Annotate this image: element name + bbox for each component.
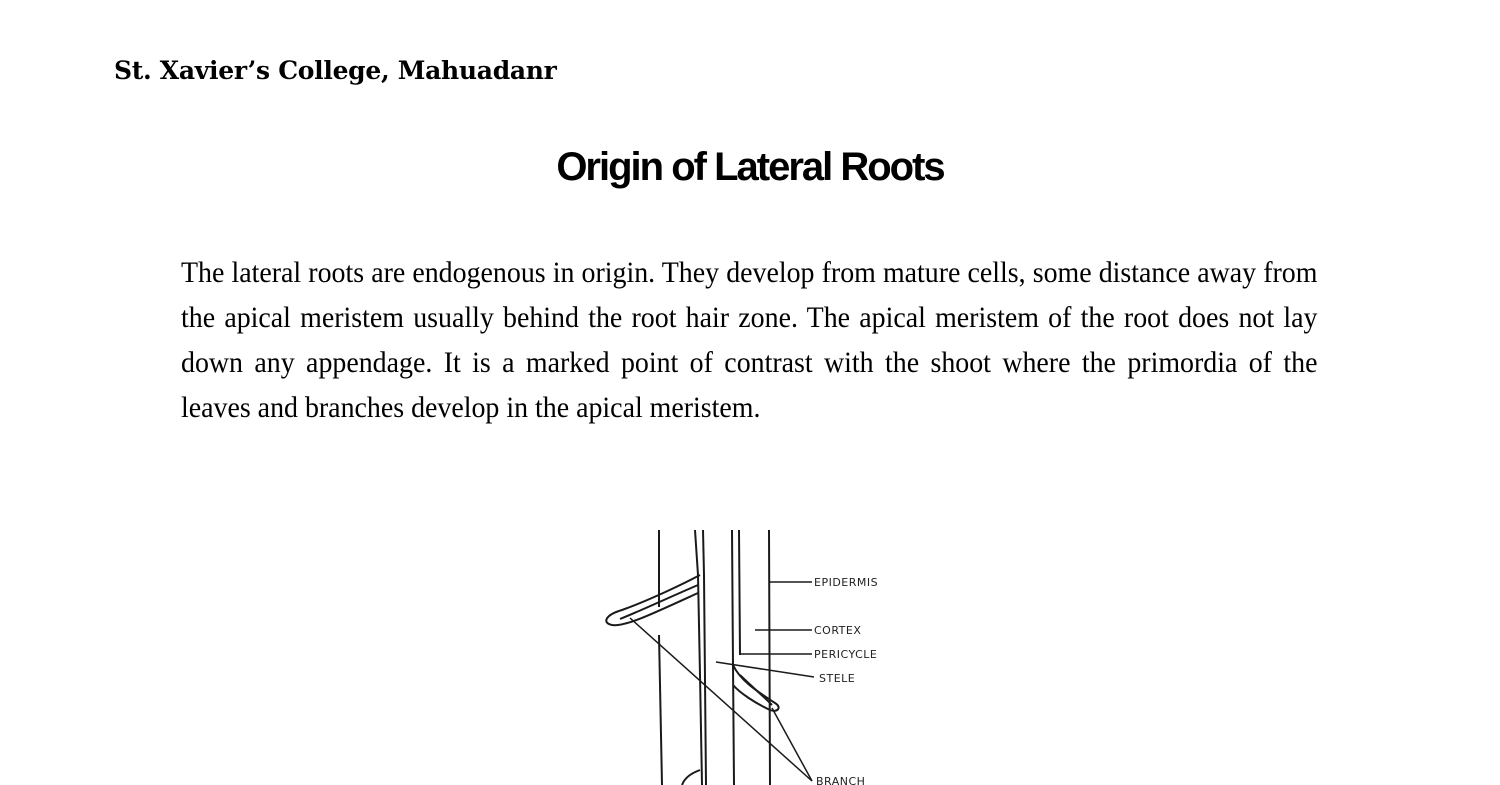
label-pericycle: PERICYCLE bbox=[814, 648, 878, 661]
epidermis-right-line bbox=[769, 530, 770, 785]
stele-leader bbox=[716, 662, 814, 677]
lateral-root-diagram-svg bbox=[590, 515, 910, 785]
label-cortex: CORTEX bbox=[814, 624, 862, 637]
institution-header: St. Xavier’s College, Mahuadanr bbox=[114, 56, 557, 85]
branch-leader-lower bbox=[772, 708, 812, 781]
stele-right-line bbox=[732, 530, 734, 785]
body-paragraph: The lateral roots are endogenous in origin. They develop from mature cells, some distance away from the apical meristem usually behind the root hair zone. The apical meristem of the root does not lay down any appendage. It is a marked point of contrast with the shoot where the primordia of the leaves and branches develop in the apical meristem. bbox=[181, 256, 1318, 424]
branch-leader-upper bbox=[630, 618, 812, 781]
label-stele: STELE bbox=[819, 672, 856, 685]
stele-right-inner-line bbox=[739, 530, 740, 655]
lower-branch-hint bbox=[682, 770, 700, 785]
label-branch: BRANCH bbox=[816, 775, 866, 785]
stele-left-inner-line bbox=[703, 530, 706, 785]
label-epidermis: EPIDERMIS bbox=[814, 576, 879, 589]
lateral-root-diagram bbox=[590, 515, 910, 785]
upper-branch-outline bbox=[606, 575, 700, 625]
right-branch-inner bbox=[740, 675, 772, 705]
page-title: Origin of Lateral Roots bbox=[556, 145, 944, 189]
epidermis-left-lower-line bbox=[659, 635, 662, 785]
stele-left-line bbox=[695, 530, 702, 785]
